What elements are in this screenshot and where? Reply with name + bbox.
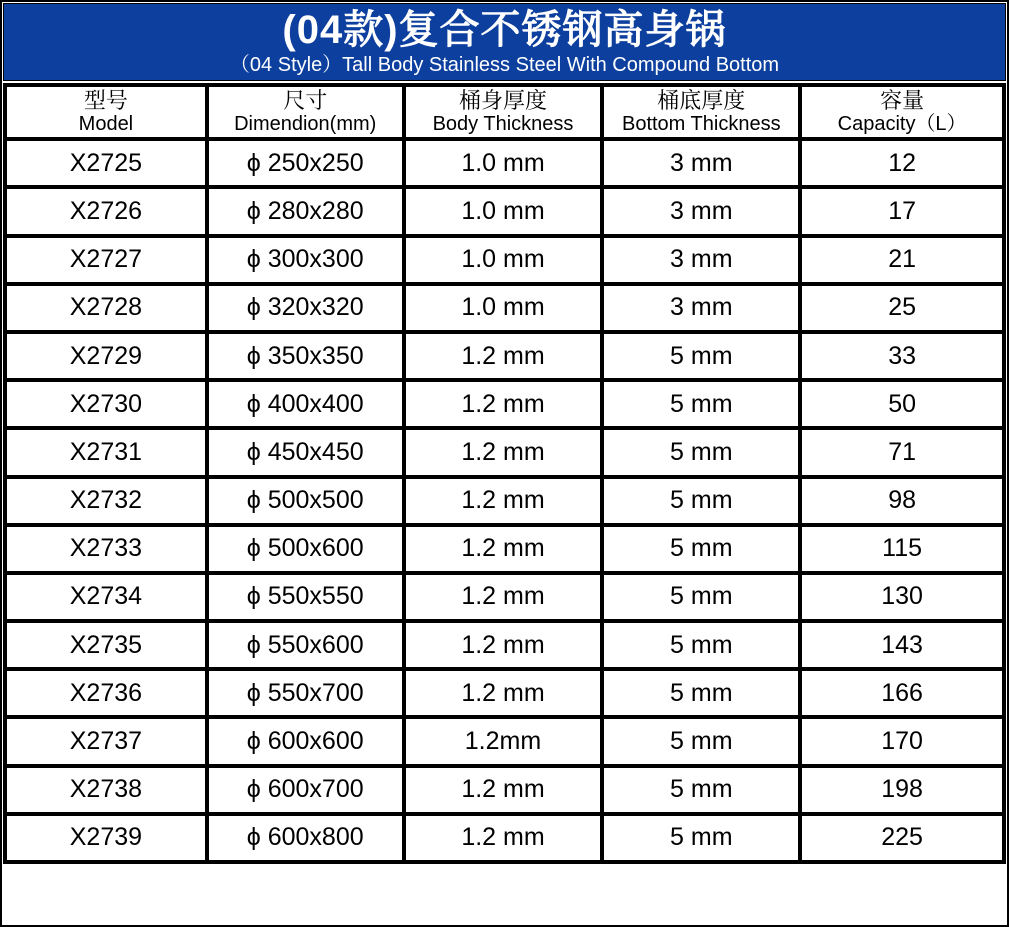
column-header-capacity-zh: 容量: [880, 88, 925, 113]
cell-bottom-thickness: 5 mm: [602, 332, 800, 380]
cell-body-thickness: 1.2mm: [404, 717, 603, 765]
column-header-dimension: [207, 85, 404, 139]
header-banner: [3, 3, 1006, 81]
cell-capacity: 98: [800, 477, 1004, 525]
cell-body-thickness: 1.2 mm: [404, 814, 603, 862]
column-header-body-thickness: [404, 85, 603, 139]
cell-bottom-thickness: 5 mm: [602, 669, 800, 717]
cell-bottom-thickness: 5 mm: [602, 814, 800, 862]
table-row: [5, 621, 1004, 669]
table-row: [5, 477, 1004, 525]
cell-capacity: 130: [800, 573, 1004, 621]
cell-model: X2736: [5, 669, 207, 717]
table-row: [5, 428, 1004, 476]
cell-dimension: ϕ 500x600: [207, 525, 404, 573]
table-row: [5, 139, 1004, 187]
cell-model: X2734: [5, 573, 207, 621]
cell-model: X2732: [5, 477, 207, 525]
cell-capacity: 198: [800, 766, 1004, 814]
cell-capacity: 50: [800, 380, 1004, 428]
cell-bottom-thickness: 3 mm: [602, 139, 800, 187]
column-header-capacity: [800, 85, 1004, 139]
cell-bottom-thickness: 3 mm: [602, 284, 800, 332]
table-row: [5, 525, 1004, 573]
cell-model: X2729: [5, 332, 207, 380]
table-header-row: [5, 85, 1004, 139]
cell-model: X2726: [5, 187, 207, 235]
cell-model: X2733: [5, 525, 207, 573]
cell-dimension: ϕ 450x450: [207, 428, 404, 476]
table-row: [5, 669, 1004, 717]
cell-capacity: 166: [800, 669, 1004, 717]
cell-dimension: ϕ 550x700: [207, 669, 404, 717]
cell-capacity: 12: [800, 139, 1004, 187]
table-row: [5, 236, 1004, 284]
cell-bottom-thickness: 5 mm: [602, 766, 800, 814]
cell-dimension: ϕ 320x320: [207, 284, 404, 332]
cell-body-thickness: 1.0 mm: [404, 139, 603, 187]
column-header-dimension-zh: 尺寸: [283, 88, 328, 113]
table-row: [5, 717, 1004, 765]
cell-dimension: ϕ 280x280: [207, 187, 404, 235]
cell-model: X2737: [5, 717, 207, 765]
table-row: [5, 332, 1004, 380]
cell-capacity: 143: [800, 621, 1004, 669]
column-header-capacity-en: Capacity（L）: [837, 113, 967, 136]
spec-table: [3, 83, 1006, 864]
page-subtitle: （04 Style）Tall Body Stainless Steel With Compound Bottom: [229, 53, 780, 76]
cell-bottom-thickness: 5 mm: [602, 477, 800, 525]
cell-bottom-thickness: 5 mm: [602, 380, 800, 428]
cell-bottom-thickness: 5 mm: [602, 717, 800, 765]
column-header-model-en: Model: [78, 113, 134, 136]
page-title: (04款)复合不锈钢高身锅: [282, 7, 727, 52]
cell-body-thickness: 1.2 mm: [404, 766, 603, 814]
cell-model: X2735: [5, 621, 207, 669]
cell-model: X2730: [5, 380, 207, 428]
column-header-body-thickness-en: Body Thickness: [432, 113, 574, 136]
table-row: [5, 284, 1004, 332]
table-row: [5, 766, 1004, 814]
cell-body-thickness: 1.2 mm: [404, 380, 603, 428]
cell-body-thickness: 1.2 mm: [404, 428, 603, 476]
cell-dimension: ϕ 600x600: [207, 717, 404, 765]
column-header-bottom-thickness: [602, 85, 800, 139]
cell-model: X2738: [5, 766, 207, 814]
column-header-bottom-thickness-en: Bottom Thickness: [621, 113, 781, 136]
cell-dimension: ϕ 500x500: [207, 477, 404, 525]
cell-bottom-thickness: 5 mm: [602, 525, 800, 573]
cell-capacity: 115: [800, 525, 1004, 573]
cell-bottom-thickness: 5 mm: [602, 621, 800, 669]
cell-dimension: ϕ 300x300: [207, 236, 404, 284]
cell-dimension: ϕ 350x350: [207, 332, 404, 380]
table-row: [5, 814, 1004, 862]
cell-capacity: 170: [800, 717, 1004, 765]
cell-body-thickness: 1.0 mm: [404, 187, 603, 235]
cell-body-thickness: 1.2 mm: [404, 525, 603, 573]
spec-table-body: [5, 139, 1004, 862]
cell-capacity: 17: [800, 187, 1004, 235]
cell-dimension: ϕ 550x550: [207, 573, 404, 621]
cell-dimension: ϕ 250x250: [207, 139, 404, 187]
cell-capacity: 33: [800, 332, 1004, 380]
cell-bottom-thickness: 3 mm: [602, 236, 800, 284]
table-row: [5, 573, 1004, 621]
cell-capacity: 71: [800, 428, 1004, 476]
column-header-model: [5, 85, 207, 139]
column-header-body-thickness-zh: 桶身厚度: [458, 88, 547, 113]
cell-dimension: ϕ 400x400: [207, 380, 404, 428]
column-header-model-zh: 型号: [83, 88, 128, 113]
cell-bottom-thickness: 5 mm: [602, 428, 800, 476]
cell-capacity: 21: [800, 236, 1004, 284]
cell-bottom-thickness: 3 mm: [602, 187, 800, 235]
cell-body-thickness: 1.0 mm: [404, 236, 603, 284]
cell-body-thickness: 1.0 mm: [404, 284, 603, 332]
table-row: [5, 380, 1004, 428]
cell-dimension: ϕ 600x700: [207, 766, 404, 814]
cell-model: X2725: [5, 139, 207, 187]
column-header-bottom-thickness-zh: 桶底厚度: [657, 88, 746, 113]
cell-model: X2727: [5, 236, 207, 284]
cell-dimension: ϕ 550x600: [207, 621, 404, 669]
cell-capacity: 25: [800, 284, 1004, 332]
cell-dimension: ϕ 600x800: [207, 814, 404, 862]
table-row: [5, 187, 1004, 235]
cell-body-thickness: 1.2 mm: [404, 573, 603, 621]
cell-body-thickness: 1.2 mm: [404, 669, 603, 717]
cell-model: X2739: [5, 814, 207, 862]
cell-model: X2728: [5, 284, 207, 332]
cell-capacity: 225: [800, 814, 1004, 862]
cell-bottom-thickness: 5 mm: [602, 573, 800, 621]
column-header-dimension-en: Dimendion(mm): [234, 113, 377, 136]
cell-body-thickness: 1.2 mm: [404, 477, 603, 525]
cell-body-thickness: 1.2 mm: [404, 332, 603, 380]
cell-body-thickness: 1.2 mm: [404, 621, 603, 669]
cell-model: X2731: [5, 428, 207, 476]
